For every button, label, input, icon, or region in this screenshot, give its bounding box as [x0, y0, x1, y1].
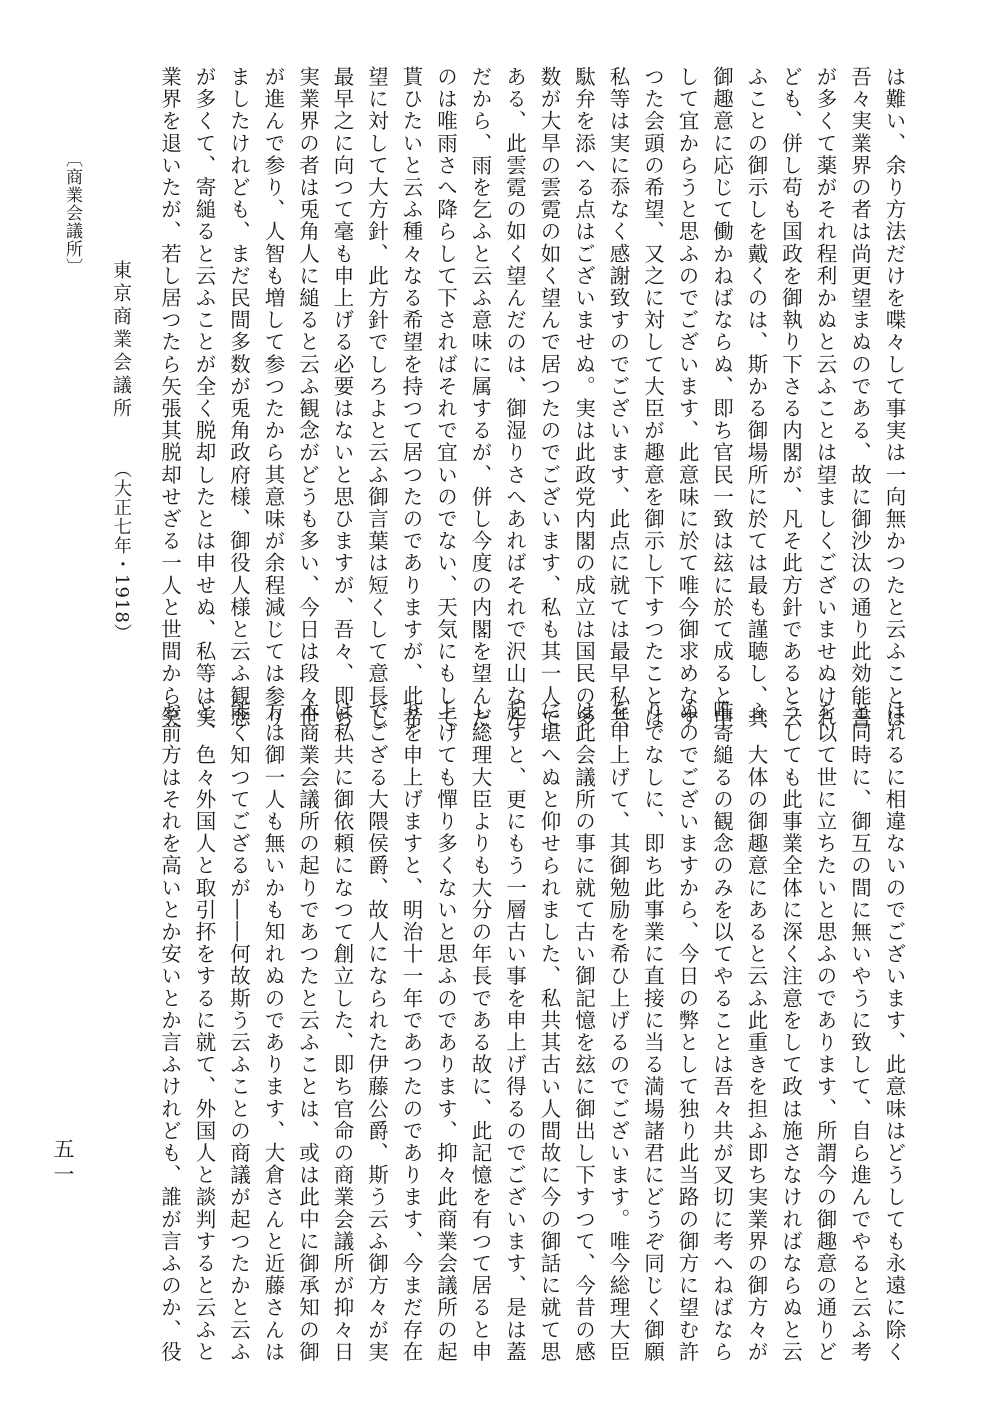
lower-text-block: [152, 700, 911, 1363]
text-line: を申上げて、其御勉励を希ひ上げるのでございます。唯今総理大臣: [606, 700, 630, 1363]
text-line: 本商業会議所の起りであつたと云ふことは、或は此中に御承知の御: [295, 700, 320, 1363]
text-line: 最早之に向つて毫も申上げる必要はないと思ひますが、吾々、即ち: [330, 66, 354, 729]
text-line: ふ、大体の御趣意にあると云ふ此重きを担ふ即ち実業界の御方々が: [744, 700, 768, 1363]
text-line: に堪へぬと仰せられました、私共其古い人間故に今の御話に就て思: [537, 700, 561, 1363]
text-line: 起すと、更にもう一層古い事を申上げ得るのでございます、是は蓋: [502, 700, 527, 1363]
text-line: 唯寄縋るの観念のみを以てやることは吾々共が叉切に考へねばなら: [709, 700, 734, 1363]
text-line: りを申上げますと、明治十一年であつたのであります、今まだ存在: [399, 700, 423, 1363]
upper-text-block: [152, 66, 911, 729]
text-line: ましたけれども、まだ民間多数が兎角政府様、御役人様と云ふ観念: [226, 66, 251, 729]
text-line: うしても此事業全体に深く注意をして政は施さなければならぬと云: [778, 700, 803, 1363]
text-line: つた会頭の希望、又之に対して大臣が趣意を御示し下すつたことは: [640, 66, 665, 729]
text-line: 私等は実に忝なく感謝致すのでございます、此点に就ては最早私共: [606, 66, 630, 729]
page-number: 五一: [51, 1138, 75, 1188]
text-line: でござる大隈侯爵、故人になられた伊藤公爵、斯う云ふ御方々が実: [364, 700, 389, 1363]
source-category-label: 〔商業会議所〕: [62, 150, 82, 276]
text-line: 駄弁を添へる点はございませぬ。実は此政党内閣の成立は国民の多: [571, 66, 596, 729]
text-line: りでなしに、即ち此事業に直接に当る満場諸君にどうぞ同じく御願: [640, 700, 665, 1363]
text-line: ども、併し苟も国政を御執り下さる内閣が、凡そ此方針であると云: [778, 66, 803, 729]
text-line: し総理大臣よりも大分の年長である故に、此記憶を有つて居ると申: [468, 700, 492, 1363]
text-line: ある、此雲霓の如く望んだのは、御湿りさへあればそれで沢山なん: [502, 66, 527, 729]
text-line: はれるに相違ないのでございます、此意味はどうしても永遠に除く: [882, 700, 906, 1363]
text-line: と、色々外国人と取引抔をするに就て、外国人と談判すると云ふと: [192, 700, 216, 1363]
text-line: ぬのでございますから、今日の弊として独り此当路の御方に望む許: [675, 700, 699, 1363]
text-line: 望に対して大方針、此方針でしろよと云ふ御言葉は短くして意長し: [364, 66, 389, 729]
text-line: 方は御一人も無いかも知れぬのであります、大倉さんと近藤さんは: [261, 700, 285, 1363]
text-line: 御趣意に応じて働かねばならぬ、即ち官民一致は玆に於て成ると申: [709, 66, 734, 729]
text-line: は難い、余り方法だけを喋々して事実は一向無かつたと云ふことは: [882, 66, 906, 729]
text-line: 吾々実業界の者は尚更望まぬのである、故に御沙汰の通り此効能書: [847, 66, 872, 729]
text-line: は私共に御依頼になつて創立した、即ち官命の商業会議所が抑々日: [330, 700, 354, 1363]
text-line: お前方はそれを高いとか安いとか言ふけれども、誰が言ふのか、役: [157, 700, 182, 1363]
text-line: ふことの御示しを戴くのは、斯かる御場所に於ては最も謹聴し、其: [744, 66, 768, 729]
text-line: 貰ひたいと云ふ種々なる希望を持つて居つたのでありますが、此希: [399, 66, 423, 729]
text-line: 実業界の者は兎角人に縋ると云ふ観念がどうも多い、今日は段々世: [295, 66, 320, 729]
text-line: 業界を退いたが、若し居つたら矢張其脱却せざる一人と世間から笑: [157, 66, 182, 729]
text-line: のは唯雨さへ降らして下さればそれで宜いのでない、天気にもして: [433, 66, 458, 729]
text-line: 能く知つてござるが――何故斯う云ふことの商議が起つたかと云ふ: [226, 700, 251, 1363]
text-line: 数が大旱の雲霓の如く望んで居つたのでございます、私も其一人で: [537, 66, 561, 729]
text-line: だから、雨を乞ふと云ふ意味に属するが、併し今度の内閣を望んだ: [468, 66, 492, 729]
text-line: は此会議所の事に就て古い御記憶を玆に御出し下すつて、今昔の感: [571, 700, 596, 1363]
text-line: が多くて薬がそれ程利かぬと云ふことは望ましくございませぬけれ: [813, 66, 837, 729]
source-date: （大正七年・1918）: [111, 460, 132, 643]
text-line: が進んで参り、人智も増して参つたから其意味が余程減じては参り: [261, 66, 285, 729]
text-line: が多くて、寄縋ると云ふことが全く脱却したとは申せぬ、私等は実: [192, 66, 216, 729]
text-line: して宜からうと思ふのでございます、此意味に於て唯今御求めなす: [675, 66, 699, 729]
text-line: と同時に、御互の間に無いやうに致して、自ら進んでやると云ふ考: [847, 700, 872, 1363]
text-line: を以て世に立ちたいと思ふのであります、所謂今の御趣意の通りど: [813, 700, 837, 1363]
text-line: 上げても憚り多くないと思ふのであります、抑々此商業会議所の起: [433, 700, 458, 1363]
source-organization: 東京商業会議所: [110, 260, 132, 421]
